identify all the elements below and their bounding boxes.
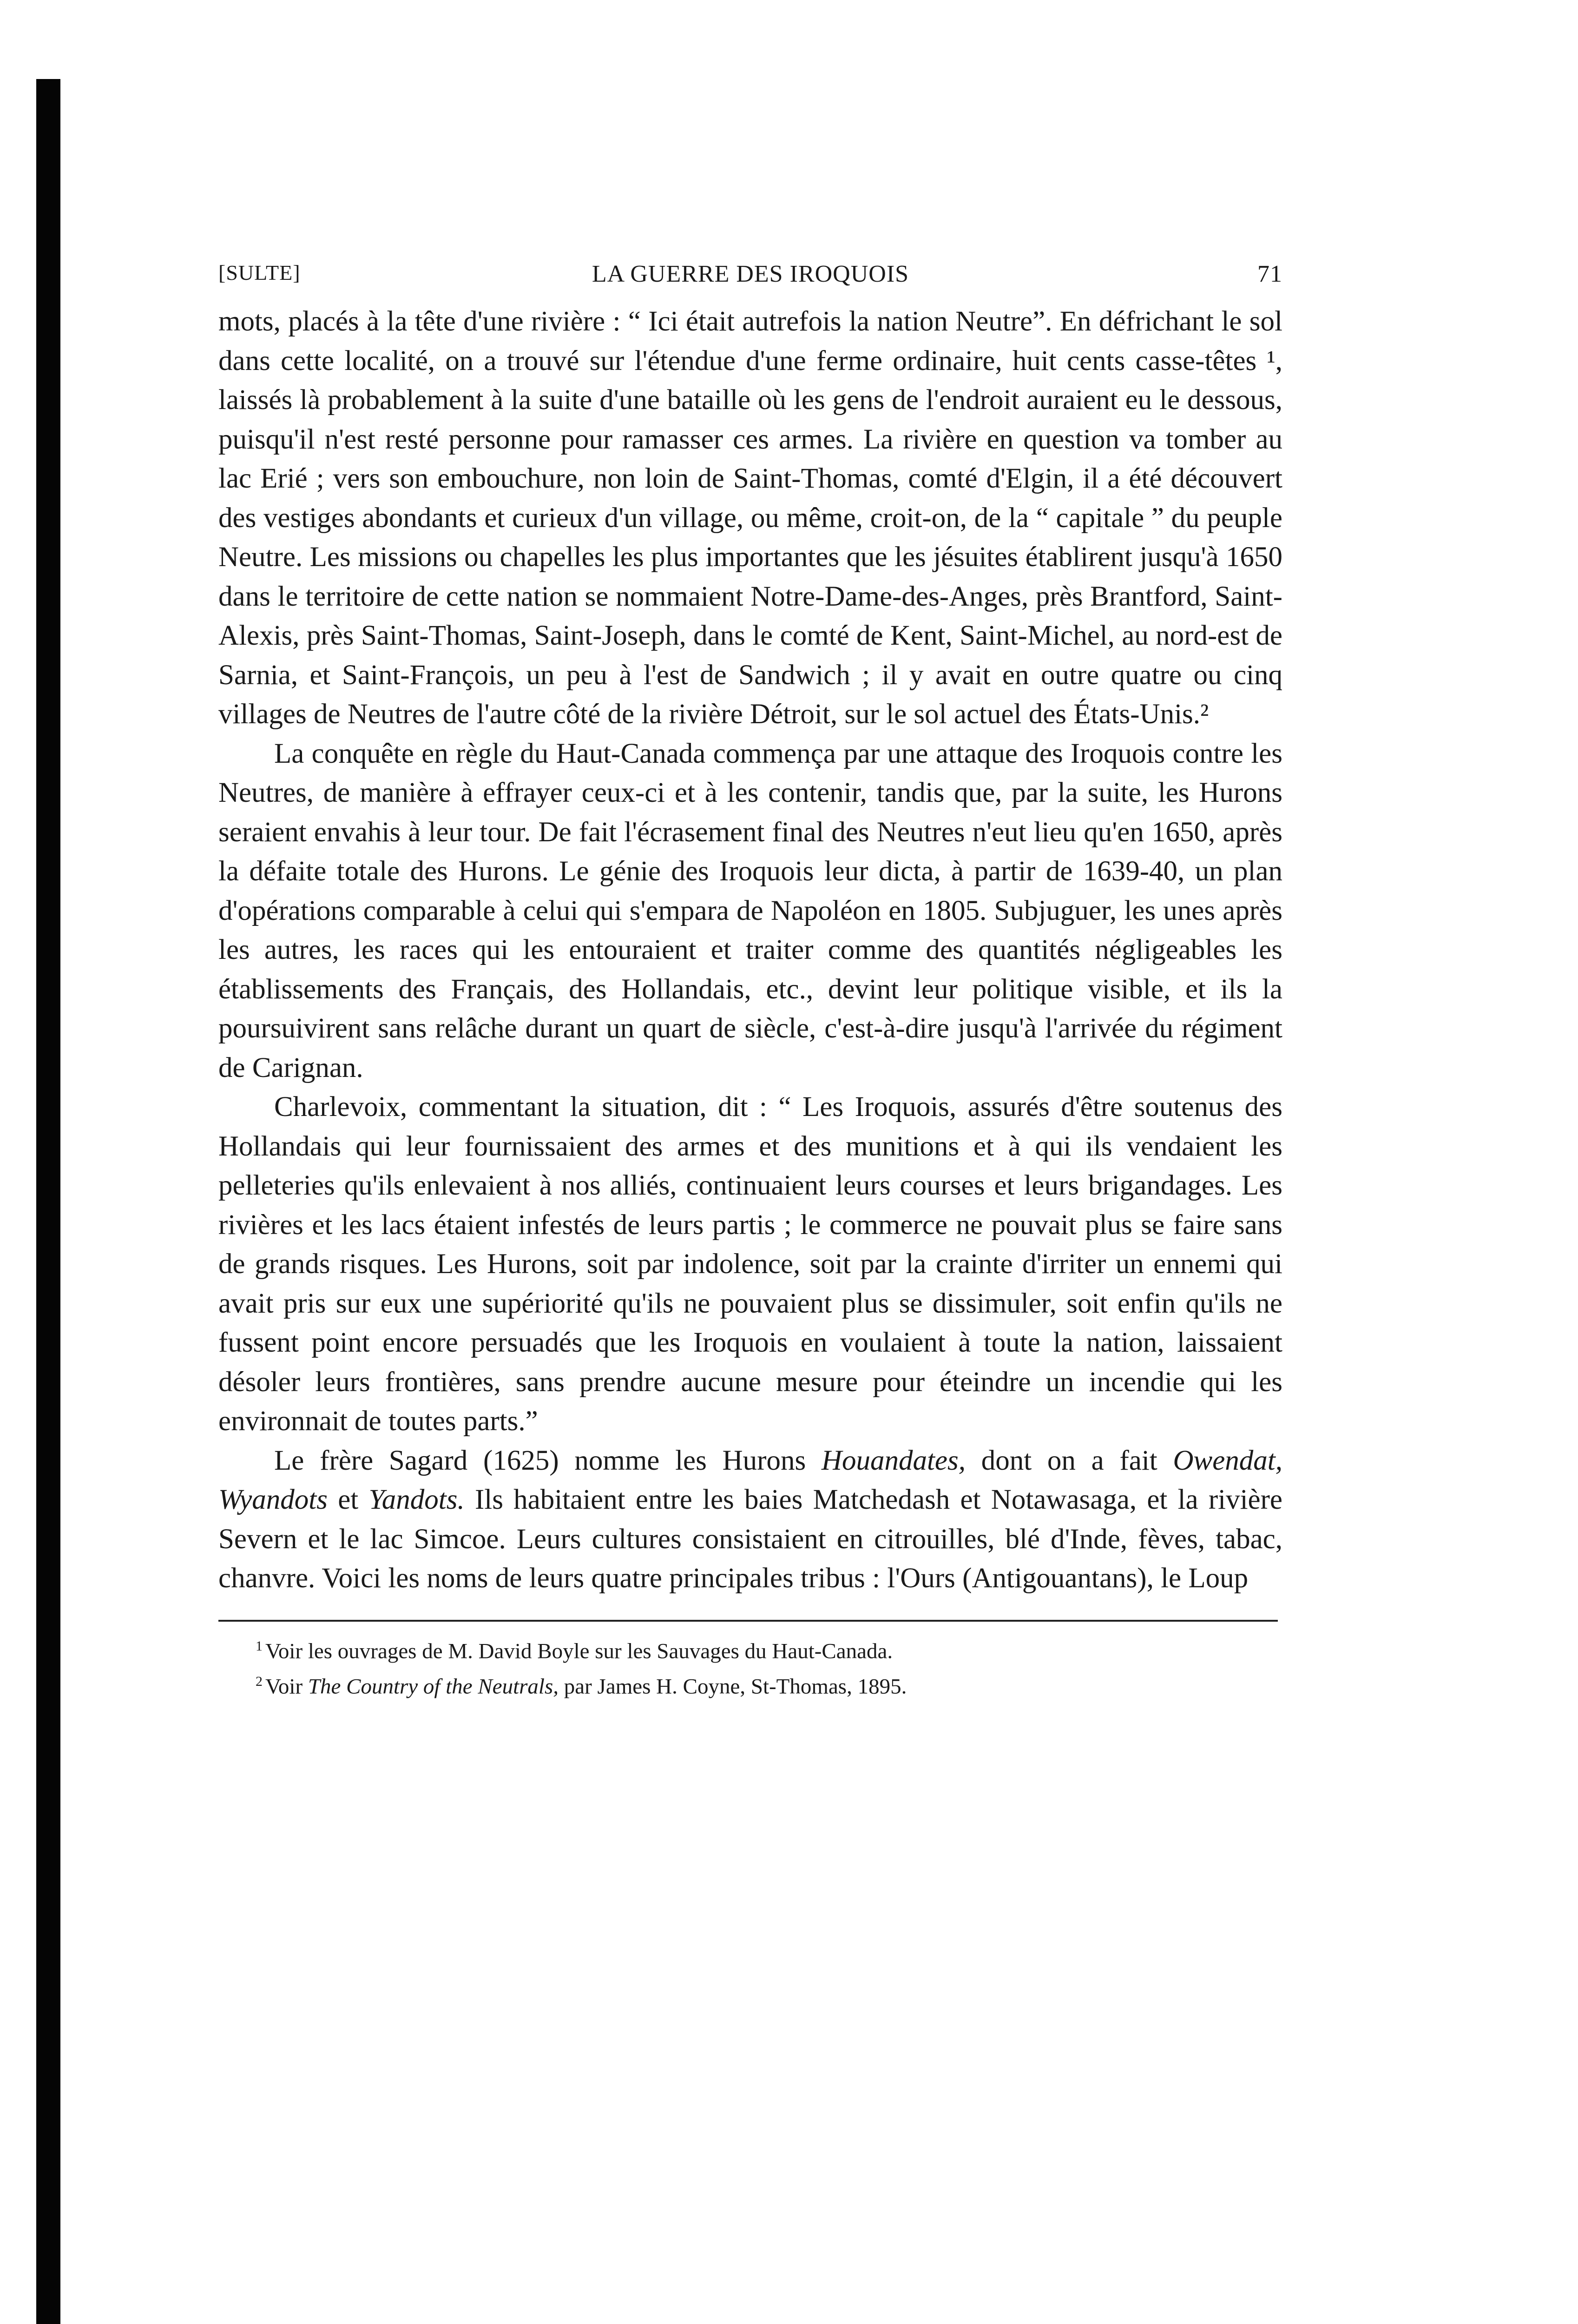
running-head <box>218 260 1282 297</box>
paragraph-2: La conquête en règle du Haut-Canada commença par une attaque des Iroquois contre les Neutres, de manière à effrayer ceux-ci et à les contenir, tandis que, par la suite, les Hurons seraient envahis à leur tour. De fait l'écrasement final des Neutres n'eut lieu qu'en 1650, après la défaite totale des Hurons. Le génie des Iroquois leur dicta, à partir de 1639-40, un plan d'opérations comparable à celui qui s'empara de Napoléon en 1805. Subjuguer, les unes après les autres, les races qui les entouraient et traiter comme des quantités négligeables les établissements des Français, des Hollandais, etc., devint leur politique visible, et ils la poursuivirent sans relâche durant un quart de siècle, c'est-à-dire jusqu'à l'arrivée du régiment de Carignan. <box>218 738 1282 1083</box>
italic-title-text: Owendat, Wyandots <box>218 1445 1282 1515</box>
text-segment: Voir les ouvrages de M. David Boyle sur les Sauvages du Haut-Canada. <box>265 1639 893 1664</box>
body-text <box>218 302 1282 1598</box>
paragraph-4 <box>218 1441 1282 1598</box>
footnote-1-text <box>265 1639 893 1663</box>
paragraph-1: mots, placés à la tête d'une rivière : “ Ici était autrefois la nation Neutre”. En défrichant le sol dans cette localité, on a trouvé sur l'étendue d'une ferme ordinaire, huit cents casse-têtes ¹, laissés là probablement à la suite d'une bataille où les gens de l'endroit auraient eu le dessous, puisqu'il n'est resté personne pour ramasser ces armes. La rivière en question va tomber au lac Erié ; vers son embouchure, non loin de Saint-Thomas, comté d'Elgin, il a été découvert des vestiges abondants et curieux d'un village, ou même, croit-on, de la “ capitale ” du peuple Neutre. Les missions ou chapelles les plus importantes que les jésuites établirent jusqu'à 1650 dans le territoire de cette nation se nommaient Notre-Dame-des-Anges, près Brantford, Saint-Alexis, près Saint-Thomas, Saint-Joseph, dans le comté de Kent, Saint-Michel, au nord-est de Sarnia, et Saint-François, un peu à l'est de Sandwich ; il y avait en outre quatre ou cinq villages de Neutres de l'autre côté de la rivière Détroit, sur le sol actuel des États-Unis.² <box>218 306 1282 730</box>
footnote-1 <box>256 1631 1282 1667</box>
footnote-2-text <box>265 1675 907 1699</box>
footnote-2 <box>256 1666 1282 1702</box>
italic-title-text: Houandates, <box>821 1445 966 1476</box>
footnote-2-mark: 2 <box>256 1674 263 1690</box>
paragraph-3: Charlevoix, commentant la situation, dit : “ Les Iroquois, assurés d'être soutenus des Hollandais qui leur fournissaient des armes et des munitions et à qui ils vendaient les pelleteries qu'ils enlevaient à nos alliés, continuaient leurs courses et leurs brigandages. Les rivières et les lacs étaient infestés de leurs partis ; le commerce ne pouvait plus se faire sans de grands risques. Les Hurons, soit par indolence, soit par la crainte d'irriter un ennemi qui avait pris sur eux une supériorité qu'ils ne pouvaient plus se dissimuler, soit enfin qu'ils ne fussent point encore persuadés que les Iroquois en voulaient à toute la nation, laissaient désoler leurs frontières, sans prendre aucune mesure pour éteindre un incendie qui les environnait de toutes parts.” <box>218 1091 1282 1437</box>
scan-binding-edge <box>36 79 60 2324</box>
text-segment: par James H. Coyne, St-Thomas, 1895. <box>559 1674 907 1699</box>
italic-title-text: Yandots. <box>368 1484 465 1515</box>
footnote-1-mark: 1 <box>256 1638 263 1654</box>
book-page <box>218 260 1282 1702</box>
text-segment: dont on a fait <box>966 1445 1173 1476</box>
text-segment: Voir <box>265 1674 308 1699</box>
text-segment: Le frère Sagard (1625) nomme les Hurons <box>274 1445 822 1476</box>
footnote-divider <box>218 1620 1278 1622</box>
page-number: 71 <box>1257 261 1282 287</box>
footnotes <box>218 1631 1282 1702</box>
text-segment: Ils habitaient entre les baies Matchedash et Notawasaga, et la rivière Severn et le lac Simcoe. Leurs cultures consistaient en citrouilles, blé d'Inde, fèves, tabac, chanvre. Voici les noms de leurs quatre principales tribus : l'Ours (Antigouantans), le Loup <box>218 1484 1282 1594</box>
running-head-author: [SULTE] <box>218 261 301 284</box>
text-segment: et <box>327 1484 369 1515</box>
running-head-title: LA GUERRE DES IROQUOIS <box>592 261 909 287</box>
italic-title-text: The Country of the Neutrals, <box>308 1674 559 1699</box>
